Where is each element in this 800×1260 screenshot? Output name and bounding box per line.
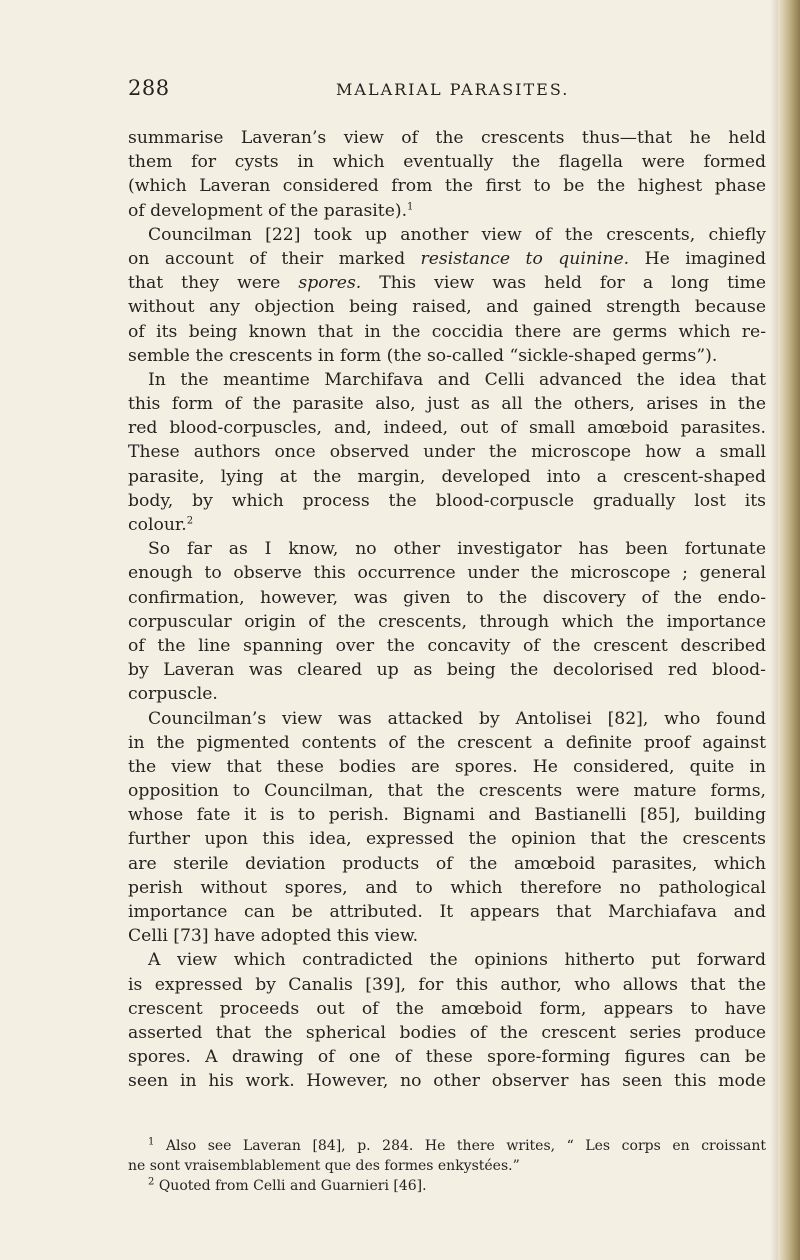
text-line: asserted that the spherical bodies of the crescent series produce (128, 1022, 766, 1043)
text-line: whose fate it is to perish. Bignami and Bastianelli [85], building (128, 805, 766, 826)
text-fragment: colour. (128, 515, 187, 535)
paragraph-start: A view which contradicted the opinions hitherto put forward (148, 950, 766, 971)
text-line: Celli [73] have adopted this view. (128, 926, 419, 947)
text-line: corpuscle. (128, 684, 218, 705)
text-line: corpuscular origin of the crescents, through which the importance (128, 611, 766, 632)
footnote-1-continued: ne sont vraisemblablement que des formes enkystées.” (128, 1158, 520, 1174)
text-line: crescent proceeds out of the amœboid form, appears to have (128, 998, 766, 1019)
footnote-1 (128, 1136, 766, 1156)
text-line: body, by which process the blood-corpuscle gradually lost its (128, 490, 766, 511)
text-line: this form of the parasite also, just as all the others, arises in the (128, 394, 766, 415)
text-fragment: that they were (128, 273, 281, 294)
text-fragment: on account of their marked (128, 248, 406, 269)
paragraph-start: Councilman [22] took up another view of the crescents, chiefly (148, 224, 766, 245)
text-line: red blood-corpuscles, and, indeed, out of small amœboid parasites. (128, 418, 766, 439)
page-number: 288 (128, 76, 170, 100)
text-line: by Laveran was cleared up as being the decolorised red blood- (128, 660, 766, 681)
text-line: without any objection being raised, and gained strength because (128, 297, 766, 318)
text-line: summarise Laveran’s view of the crescents thus—that he held (128, 128, 766, 148)
text-line (128, 513, 766, 537)
text-line: (which Laveran considered from the first to be the highest phase (128, 176, 766, 197)
text-line: of the line spanning over the concavity of the crescent described (128, 635, 766, 656)
footnote-ref: 2 (186, 515, 194, 527)
text-fragment: of development of the parasite). (128, 200, 408, 221)
footnote-mark: 2 (148, 1176, 155, 1188)
text-line: further upon this idea, expressed the opinion that the crescents (128, 829, 766, 850)
text-fragment: This view was held for a long time (379, 273, 766, 294)
running-head: MALARIAL PARASITES. (336, 80, 570, 99)
text-line: in the pigmented contents of the crescent a definite proof against (128, 732, 766, 753)
text-line: importance can be attributed. It appears that Marchiafava and (128, 902, 766, 922)
emphasis: resistance to quinine. (420, 248, 630, 269)
text-line: them for cysts in which eventually the flagella were formed (128, 152, 766, 173)
body-text (128, 126, 766, 1094)
text-line: the view that these bodies are spores. He considered, quite in (128, 756, 766, 777)
text-line: These authors once observed under the microscope how a small (128, 442, 766, 463)
page-header (128, 76, 768, 106)
text-line (128, 271, 766, 295)
text-line: enough to observe this occurrence under the microscope ; general (128, 563, 766, 584)
text-line: is expressed by Canalis [39], for this author, who allows that the (128, 974, 766, 995)
paragraph-start: So far as I know, no other investigator has been fortunate (148, 539, 766, 560)
footnote-ref: 1 (407, 200, 414, 212)
paragraph-start: Councilman’s view was attacked by Antolisei [82], who found (148, 708, 766, 729)
text-line (128, 247, 766, 271)
footnote-text: Quoted from Celli and Guarnieri [46]. (158, 1178, 427, 1194)
footnote-2 (128, 1176, 766, 1196)
page-gutter-shadow (770, 0, 778, 1260)
text-line: spores. A drawing of one of these spore-forming figures can be (128, 1047, 766, 1068)
text-line: semble the crescents in form (the so-called “sickle-shaped germs”). (128, 345, 718, 366)
text-fragment: He imagined (644, 248, 766, 269)
text-line: parasite, lying at the margin, developed into a crescent-shaped (128, 466, 766, 487)
text-line: perish without spores, and to which therefore no pathological (128, 877, 766, 898)
page-edge (778, 0, 800, 1260)
paragraph-start: In the meantime Marchifava and Celli advanced the idea that (148, 369, 766, 390)
text-line: of its being known that in the coccidia there are germs which re- (128, 321, 766, 342)
text-line (128, 199, 766, 223)
text-line: are sterile deviation products of the amœboid parasites, which (128, 853, 766, 874)
text-line: seen in his work. However, no other observer has seen this mode (128, 1071, 766, 1092)
text-line: opposition to Councilman, that the crescents were mature forms, (128, 781, 766, 802)
footnote-mark: 1 (148, 1136, 155, 1148)
text-line: confirmation, however, was given to the discovery of the endo- (128, 587, 766, 608)
footnote-text: Also see Laveran [84], p. 284. He there writes, “ Les corps en croissant (165, 1138, 766, 1154)
footnotes (128, 1136, 766, 1196)
emphasis: spores. (298, 273, 362, 294)
